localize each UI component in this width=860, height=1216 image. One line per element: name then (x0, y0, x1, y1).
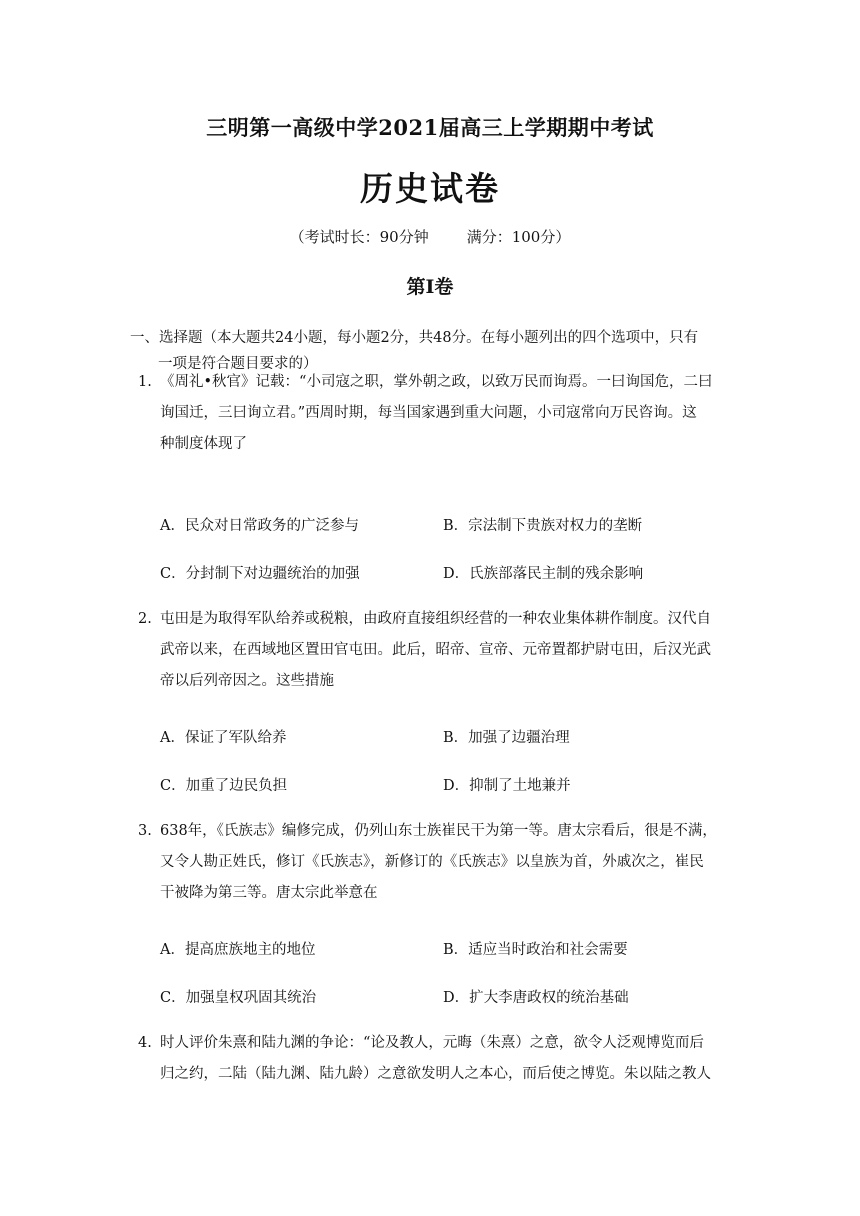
q1-option-a: A．民众对日常政务的广泛参与 (160, 518, 359, 534)
question-line: 又令人勘正姓氏，修订《氏族志》，新修订的《氏族志》以皇族为首，外戚次之，崔民 (160, 854, 704, 870)
q2-option-a: A．保证了军队给养 (160, 730, 287, 746)
question-line: 屯田是为取得军队给养或税粮，由政府直接组织经营的一种农业集体耕作制度。汉代自 (160, 611, 711, 627)
q3-option-d: D．扩大李唐政权的统治基础 (443, 990, 629, 1006)
school-title: 三明第一高级中学2021届高三上学期期中考试 (206, 115, 654, 140)
q2-option-c: C．加重了边民负担 (160, 778, 288, 794)
q2-option-d: D．抑制了土地兼并 (443, 778, 571, 794)
question-3 (138, 816, 738, 909)
exam-duration: （考试时长：90分钟 (289, 228, 429, 246)
question-line: 《周礼•秋官》记载：“小司寇之职，掌外朝之政，以致万民而询焉。一曰询国危，二曰 (160, 374, 713, 390)
question-line: 种制度体现了 (160, 436, 247, 452)
question-line: 时人评价朱熹和陆九渊的争论：“论及教人，元晦（朱熹）之意，欲令人泛观博览而后 (160, 1035, 704, 1051)
question-line: 武帝以来，在西域地区置田官屯田。此后，昭帝、宣帝、元帝置都护尉屯田，后汉光武 (160, 642, 711, 658)
section-heading-line2: 一项是符合题目要求的） (158, 356, 318, 372)
q1-option-b: B．宗法制下贵族对权力的垄断 (443, 518, 643, 534)
q3-option-a: A．提高庶族地主的地位 (160, 942, 316, 958)
subject-title: 历史试卷 (360, 169, 500, 208)
question-line: 询国迁，三曰询立君。”西周时期，每当国家遇到重大问题，小司寇常向万民咨询。这 (160, 405, 697, 421)
q2-option-b: B．加强了边疆治理 (443, 730, 570, 746)
question-4 (138, 1028, 738, 1090)
full-score: 满分：100分） (466, 228, 571, 246)
question-number: 4. (138, 1035, 152, 1051)
question-line: 638年，《氏族志》编修完成，仍列山东士族崔民干为第一等。唐太宗看后，很是不满， (160, 823, 717, 839)
q1-option-d: D．氏族部落民主制的残余影响 (443, 566, 644, 582)
question-number: 3. (138, 823, 152, 839)
question-number: 1. (138, 374, 152, 390)
q3-option-b: B．适应当时政治和社会需要 (443, 942, 628, 958)
question-2 (138, 604, 738, 697)
question-line: 归之约，二陆（陆九渊、陆九龄）之意欲发明人之本心，而后使之博览。朱以陆之教人 (160, 1066, 711, 1082)
question-line: 帝以后列帝因之。这些措施 (160, 673, 334, 689)
section-heading-line1: 一、选择题（本大题共24小题，每小题2分，共48分。在每小题列出的四个选项中，只有 (130, 330, 699, 346)
exam-info (0, 226, 860, 247)
volume-title: 第Ⅰ卷 (406, 276, 454, 298)
question-1 (138, 367, 738, 460)
q1-option-c: C．分封制下对边疆统治的加强 (160, 566, 360, 582)
q3-option-c: C．加强皇权巩固其统治 (160, 990, 317, 1006)
question-number: 2. (138, 611, 152, 627)
question-line: 干被降为第三等。唐太宗此举意在 (160, 885, 378, 901)
